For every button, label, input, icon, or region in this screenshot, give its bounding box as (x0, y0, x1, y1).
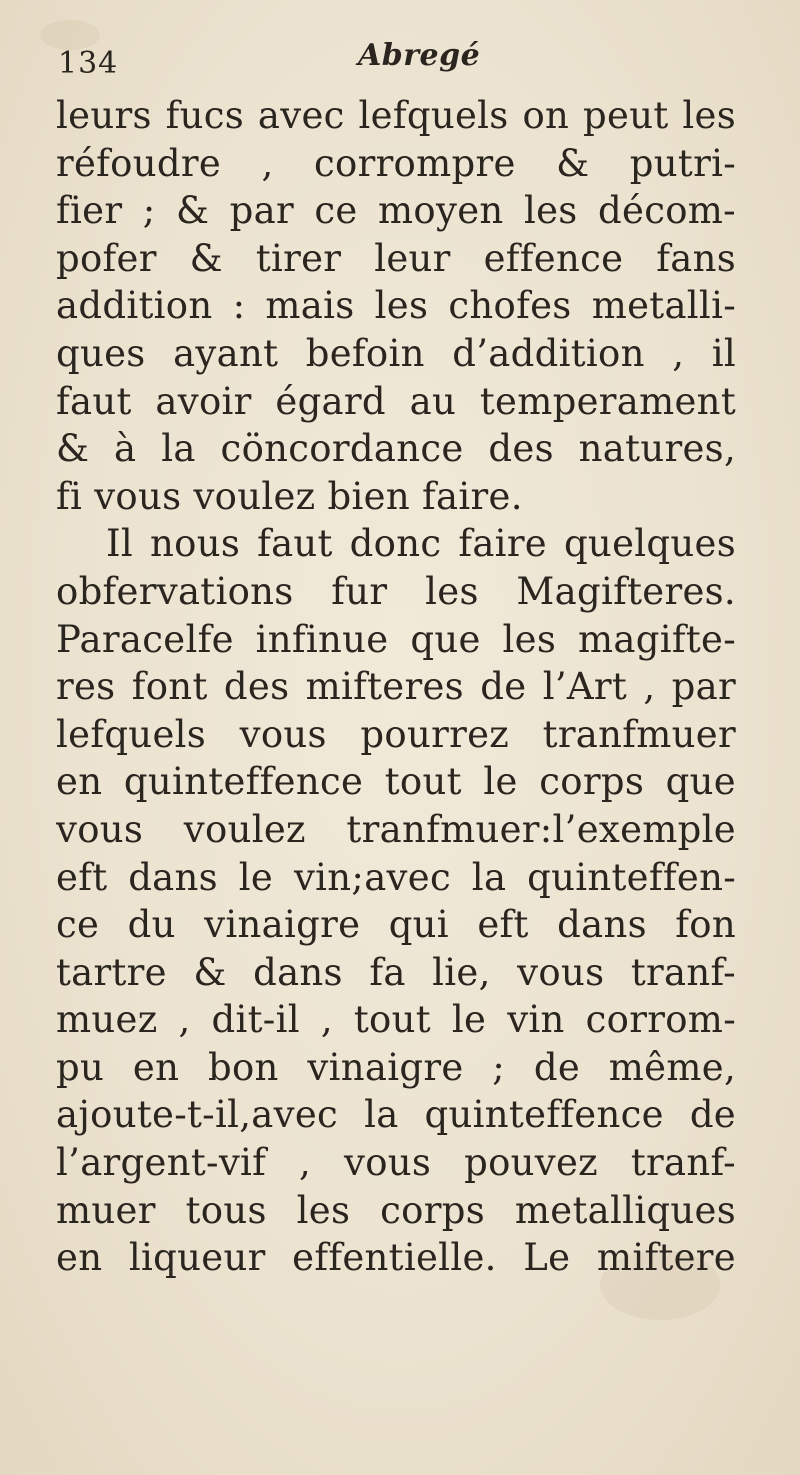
page-number: 134 (58, 46, 119, 81)
text-line: ce du vinaigre qui eft dans fon (56, 903, 736, 947)
text-line: leurs fucs avec lefquels on peut les (56, 94, 736, 137)
text-line: faut avoir égard au temperament (56, 379, 736, 423)
text-line: l’argent-vif , vous pouvez tranf- (56, 1141, 736, 1185)
body-text (56, 92, 736, 1282)
text-line: res font des mifteres de l’Art , par (56, 665, 736, 709)
page-header (58, 38, 738, 88)
text-line: eft dans le vin;avec la quinteffen- (56, 855, 736, 899)
text-line: lefquels vous pourrez tranfmuer (56, 712, 736, 756)
text-line: en quinteffence tout le corps que (56, 760, 736, 804)
text-line: addition : mais les chofes metalli- (56, 284, 736, 328)
text-line: Il nous faut donc faire quelques (106, 522, 736, 566)
text-line: fier ; & par ce moyen les décom- (56, 189, 736, 233)
text-line: en liqueur effentielle. Le miftere (56, 1236, 736, 1280)
text-line: pu en bon vinaigre ; de même, (56, 1045, 736, 1089)
text-line: tartre & dans fa lie, vous tranf- (56, 950, 736, 994)
text-line: muez , dit-il , tout le vin corrom- (56, 998, 736, 1042)
text-line: ajoute-t-il,avec la quinteffence de (56, 1093, 736, 1137)
text-line: Paracelfe infinue que les magifte- (56, 617, 736, 661)
text-line: muer tous les corps metalliques (56, 1188, 736, 1232)
text-line: & à la cöncordance des natures, (56, 427, 736, 471)
text-line: réfoudre , corrompre & putri- (56, 141, 736, 185)
text-line: fi vous voulez bien faire. (56, 474, 523, 518)
text-line: ques ayant befoin d’addition , il (56, 331, 736, 375)
text-line: pofer & tirer leur effence fans (56, 236, 736, 280)
text-line: vous voulez tranfmuer:l’exemple (56, 807, 736, 851)
running-head: Abregé (358, 38, 481, 73)
text-line: obfervations fur les Magifteres. (56, 569, 736, 613)
